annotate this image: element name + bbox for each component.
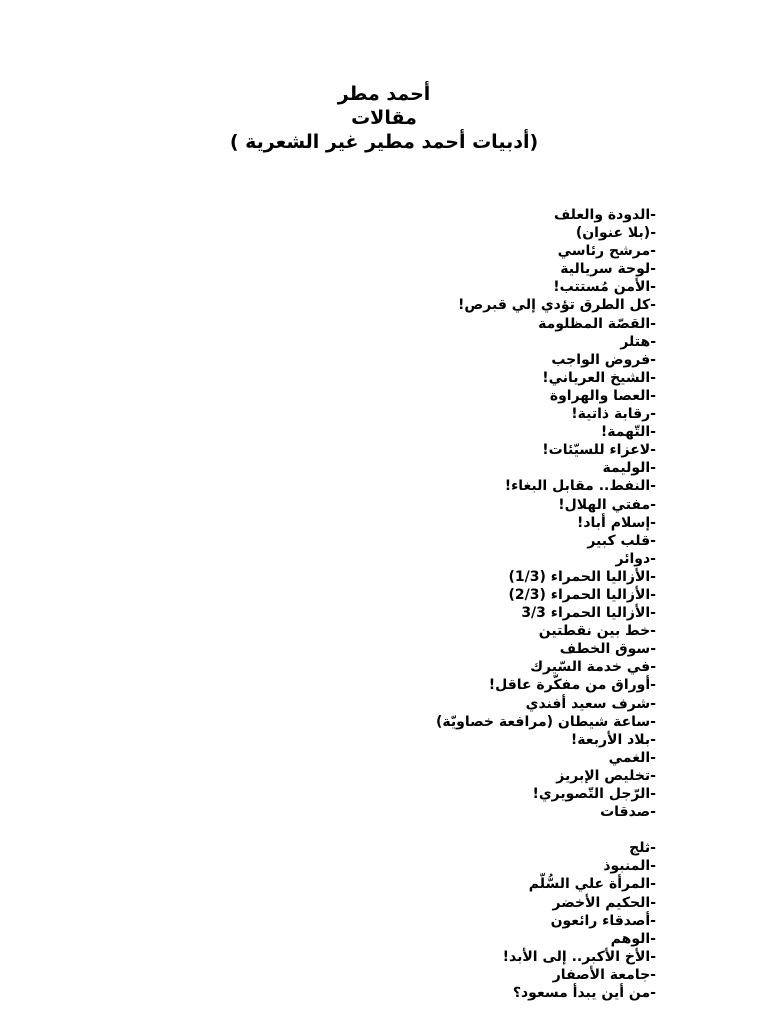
article-item: -فروض الواجب bbox=[551, 351, 656, 368]
article-item: -الأمن مُستتب! bbox=[553, 279, 656, 296]
article-item: -الشيخ العرياني! bbox=[542, 369, 656, 386]
article-item: -الغمي bbox=[608, 749, 656, 766]
document-title: مقالات bbox=[351, 107, 417, 129]
article-item: -من أين يبدأ مسعود؟ bbox=[512, 985, 656, 1002]
article-item: -صدقات bbox=[600, 804, 656, 821]
article-item: -أصدقاء رائعون bbox=[550, 912, 656, 929]
article-item: -لاعزاء للسيّئات! bbox=[542, 442, 656, 459]
article-item: -سوق الخطف bbox=[559, 641, 656, 658]
article-item: -لوحة سريالية bbox=[560, 261, 656, 278]
article-item: -الرّجل التّصويري! bbox=[532, 786, 656, 802]
article-item: -الدودة والعلف bbox=[553, 207, 656, 223]
article-item: -القصّة المظلومة bbox=[538, 315, 656, 332]
article-item: -في خدمة السّيرك bbox=[530, 659, 656, 676]
article-item: -الحكيم الأخضر bbox=[552, 894, 656, 911]
author-name: أحمد مطر bbox=[337, 83, 431, 105]
article-item: -الأزاليا الحمراء (2/3) bbox=[508, 586, 656, 603]
article-item: -الوليمة bbox=[602, 460, 656, 477]
article-item: -المنبوذ bbox=[603, 858, 656, 875]
article-item: -الأخ الأكبر.. إلى الأبد! bbox=[502, 948, 656, 965]
article-item: -ساعة شيطان (مرافعة خصاويّة) bbox=[436, 713, 656, 730]
article-item: -قلب كبير bbox=[587, 532, 656, 549]
article-item: -التّهمة! bbox=[600, 424, 656, 441]
article-item: -جامعة الأصفار bbox=[552, 966, 656, 983]
article-item: -العصا والهراوة bbox=[549, 387, 656, 404]
article-item: -خط بين نقطتين bbox=[538, 623, 656, 640]
articles-list bbox=[196, 206, 656, 1002]
article-item: -تخليص الإبريز bbox=[556, 767, 656, 784]
article-item: -بلاد الأربعة! bbox=[570, 731, 656, 748]
article-item: -مفتي الهلال! bbox=[558, 496, 656, 513]
list-spacer bbox=[196, 821, 656, 839]
article-item: -رقابة ذاتية! bbox=[571, 406, 656, 423]
article-item: -الأزاليا الحمراء (1/3) bbox=[508, 568, 656, 585]
article-item: -النفط.. مقابل البغاء! bbox=[504, 478, 656, 495]
article-item: -دوائر bbox=[615, 550, 656, 567]
article-item: -مرشح رئاسي bbox=[557, 243, 656, 260]
article-item: -المرأة علي السُّلّم bbox=[528, 876, 656, 893]
article-item: -(بلا عنوان) bbox=[575, 225, 656, 242]
article-item: -ثلج bbox=[629, 840, 656, 857]
article-item: -الأزاليا الحمراء 3/3 bbox=[521, 605, 656, 622]
article-item: -شرف سعيد أفندي bbox=[525, 695, 656, 712]
article-item: -إسلام أباد! bbox=[576, 514, 656, 531]
document-subtitle: (أدبيات أحمد مطير غير الشعرية ) bbox=[229, 131, 539, 153]
article-item: -أوراق من مفكّرة عاقل! bbox=[488, 677, 656, 694]
document-header bbox=[0, 82, 768, 154]
article-item: -كل الطرق تؤدي إلي قبرص! bbox=[458, 297, 656, 314]
article-item: -هتلر bbox=[620, 333, 656, 350]
article-item: -الوهم bbox=[610, 930, 656, 947]
